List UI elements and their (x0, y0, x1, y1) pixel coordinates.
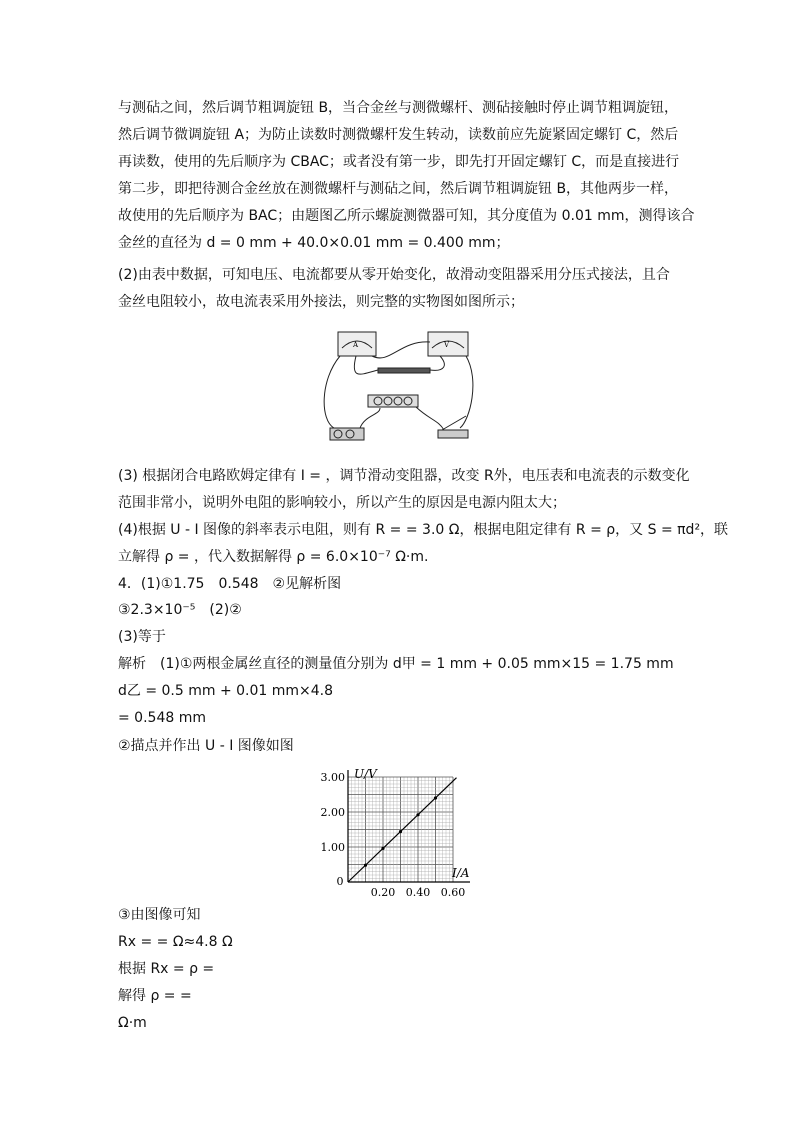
text-line: 与测砧之间，然后调节粗调旋钮 B，当合金丝与测微螺杆、测砧接触时停止调节粗调旋钮， (118, 100, 679, 116)
data-point (381, 847, 384, 850)
x-tick-label: 0.40 (405, 886, 431, 899)
origin-label: 0 (336, 875, 344, 888)
u-i-graph (318, 760, 480, 900)
text-line: (2)由表中数据，可知电压、电流都要从零开始变化，故滑动变阻器采用分压式接法，且合 (118, 267, 670, 283)
x-tick-label: 0.60 (440, 886, 466, 899)
data-point (399, 830, 402, 833)
text-line: 解得 ρ = = (118, 988, 192, 1004)
text-line: ③2.3×10⁻⁵ (2)② (118, 602, 242, 618)
text-line: (4)根据 U - I 图像的斜率表示电阻，则有 R = = 3.0 Ω，根据电阻定律有 R = ρ，又 S = πd²，联 (118, 522, 729, 538)
y-tick-label: 2.00 (320, 806, 345, 819)
text-line: 解析 (1)①两根金属丝直径的测量值分别为 d甲 = 1 mm + 0.05 mm×15 = 1.75 mm (118, 656, 674, 672)
data-point (434, 796, 437, 799)
text-line: 再读数，使用的先后顺序为 CBAC；或者没有第一步，即先打开固定螺钉 C，而是直接进行 (118, 154, 680, 170)
y-tick-label: 3.00 (320, 771, 345, 784)
voltmeter-label: V (444, 341, 450, 349)
text-line: 金丝的直径为 d = 0 mm + 40.0×0.01 mm = 0.400 mm； (118, 235, 510, 251)
text-line: ③由图像可知 (118, 907, 201, 923)
text-line: 然后调节微调旋钮 A；为防止读数时测微螺杆发生转动，读数前应先旋紧固定螺钉 C，然后 (118, 127, 679, 143)
battery-icon (330, 428, 364, 440)
text-line: d乙 = 0.5 mm + 0.01 mm×4.8 (118, 683, 334, 699)
text-line: 根据 Rx = ρ = (118, 961, 215, 977)
text-line: = 0.548 mm (118, 710, 206, 726)
text-line: 范围非常小，说明外电阻的影响较小，所以产生的原因是电源内阻太大； (118, 495, 566, 511)
x-tick-label: 0.20 (370, 886, 396, 899)
text-line: (3)等于 (118, 629, 166, 645)
text-line: 金丝电阻较小，故电流表采用外接法，则完整的实物图如图所示； (118, 294, 524, 310)
ammeter-label: A (353, 341, 359, 349)
text-line: 立解得 ρ = ，代入数据解得 ρ = 6.0×10⁻⁷ Ω·m. (118, 549, 429, 565)
text-line: 故使用的先后顺序为 BAC；由题图乙所示螺旋测微器可知，其分度值为 0.01 mm，测得该合 (118, 208, 695, 224)
text-line: 4．(1)①1.75 0.548 ②见解析图 (118, 576, 342, 592)
switch-icon (438, 430, 468, 438)
text-line: Rx = = Ω≈4.8 Ω (118, 934, 233, 950)
text-line: 第二步，即把待测合金丝放在测微螺杆与测砧之间，然后调节粗调旋钮 B，其他两步一样， (118, 181, 679, 197)
text-line: ②描点并作出 U - I 图像如图 (118, 738, 294, 754)
data-point (416, 813, 419, 816)
data-point (364, 864, 367, 867)
circuit-figure (320, 320, 480, 450)
text-line: (3) 根据闭合电路欧姆定律有 I = ，调节滑动变阻器，改变 R外，电压表和电流表的示数变化 (118, 468, 690, 484)
y-tick-label: 1.00 (320, 841, 345, 854)
text-line: Ω·m (118, 1015, 147, 1031)
rheostat-icon (368, 395, 418, 407)
y-axis-label: U/V (354, 767, 377, 781)
x-axis-label: I/A (452, 866, 470, 880)
